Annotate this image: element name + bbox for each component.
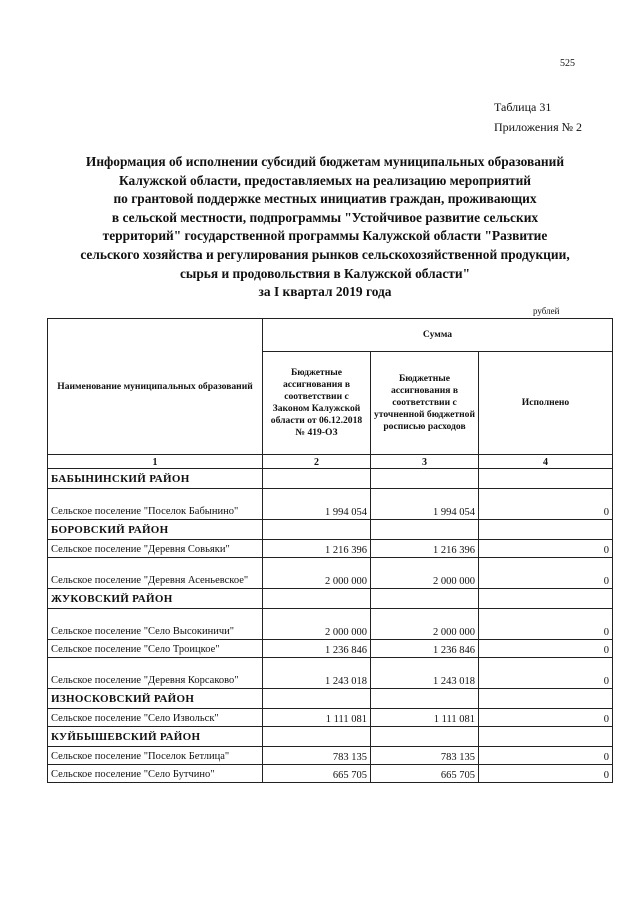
title-line: Калужской области, предоставляемых на реализацию мероприятий: [118, 172, 532, 188]
header-law: Бюджетные ассигнования в соответствии с Законом Калужской области от 06.12.2018 № 419-ОЗ: [263, 352, 371, 455]
district-name: КУЙБЫШЕВСКИЙ РАЙОН: [48, 727, 263, 747]
header-name: Наименование муниципальных образований: [48, 319, 263, 455]
refined-amount: 2 000 000: [371, 609, 479, 640]
table-row: [48, 540, 613, 558]
executed-amount: 0: [479, 640, 613, 658]
refined-amount: 783 135: [371, 747, 479, 765]
law-amount: 1 111 081: [263, 709, 371, 727]
refined-amount: 2 000 000: [371, 558, 479, 589]
refined-amount: 1 216 396: [371, 540, 479, 558]
district-row: [48, 727, 613, 747]
page-number: 525: [560, 58, 575, 69]
district-row: [48, 520, 613, 540]
law-amount: 665 705: [263, 765, 371, 783]
law-amount: 1 994 054: [263, 489, 371, 520]
index-cell: 1: [48, 455, 263, 469]
index-cell: 2: [263, 455, 371, 469]
header-executed: Исполнено: [479, 352, 613, 455]
refined-amount: 665 705: [371, 765, 479, 783]
law-amount: 2 000 000: [263, 558, 371, 589]
district-name: БАБЫНИНСКИЙ РАЙОН: [48, 469, 263, 489]
table-row: [48, 640, 613, 658]
refined-amount: 1 243 018: [371, 658, 479, 689]
refined-amount: 1 111 081: [371, 709, 479, 727]
title-line: Информация об исполнении субсидий бюджетам муниципальных образований: [85, 154, 565, 169]
table-row: [48, 489, 613, 520]
settlement-name: Сельское поселение "Поселок Бетлица": [48, 747, 263, 765]
index-cell: 3: [371, 455, 479, 469]
title-line: по грантовой поддержке местных инициатив граждан, проживающих: [113, 191, 537, 207]
law-amount: 2 000 000: [263, 609, 371, 640]
title-line: сельского хозяйства и регулирования рынков сельскохозяйственной продукции,: [80, 246, 570, 262]
document-title: [40, 153, 610, 302]
header-row: [48, 319, 613, 352]
settlement-name: Сельское поселение "Деревня Совьяки": [48, 540, 263, 558]
title-line: за I квартал 2019 года: [258, 284, 392, 300]
settlement-name: Сельское поселение "Деревня Асеньевское": [48, 558, 263, 589]
table-row: [48, 765, 613, 783]
district-name: БОРОВСКИЙ РАЙОН: [48, 520, 263, 540]
refined-amount: 1 236 846: [371, 640, 479, 658]
executed-amount: 0: [479, 709, 613, 727]
law-amount: 1 216 396: [263, 540, 371, 558]
district-row: [48, 469, 613, 489]
header-sum: Сумма: [263, 319, 613, 352]
executed-amount: 0: [479, 765, 613, 783]
settlement-name: Сельское поселение "Село Троицкое": [48, 640, 263, 658]
index-row: [48, 455, 613, 469]
executed-amount: 0: [479, 747, 613, 765]
subsidy-table: [47, 318, 613, 783]
district-name: ЖУКОВСКИЙ РАЙОН: [48, 589, 263, 609]
table-row: [48, 747, 613, 765]
executed-amount: 0: [479, 609, 613, 640]
executed-amount: 0: [479, 540, 613, 558]
table-row: [48, 709, 613, 727]
executed-amount: 0: [479, 489, 613, 520]
settlement-name: Сельское поселение "Село Бутчино": [48, 765, 263, 783]
settlement-name: Сельское поселение "Село Извольск": [48, 709, 263, 727]
law-amount: 783 135: [263, 747, 371, 765]
executed-amount: 0: [479, 658, 613, 689]
district-row: [48, 689, 613, 709]
law-amount: 1 243 018: [263, 658, 371, 689]
table-row: [48, 609, 613, 640]
settlement-name: Сельское поселение "Деревня Корсаково": [48, 658, 263, 689]
title-line: в сельской местности, подпрограммы "Устойчивое развитие сельских: [111, 209, 539, 225]
index-cell: 4: [479, 455, 613, 469]
refined-amount: 1 994 054: [371, 489, 479, 520]
appendix-label: Приложения № 2: [494, 120, 583, 134]
settlement-name: Сельское поселение "Село Высокиничи": [48, 609, 263, 640]
district-name: ИЗНОСКОВСКИЙ РАЙОН: [48, 689, 263, 709]
settlement-name: Сельское поселение "Поселок Бабынино": [48, 489, 263, 520]
district-row: [48, 589, 613, 609]
header-refined: Бюджетные ассигнования в соответствии с уточненной бюджетной росписью расходов: [371, 352, 479, 455]
title-line: территорий" государственной программы Калужской области "Развитие: [102, 228, 548, 244]
table-row: [48, 658, 613, 689]
table-label: Таблица 31: [494, 100, 552, 114]
law-amount: 1 236 846: [263, 640, 371, 658]
table-row: [48, 558, 613, 589]
executed-amount: 0: [479, 558, 613, 589]
title-line: сырья и продовольствия в Калужской области": [179, 265, 471, 281]
units-label: рублей: [533, 306, 560, 316]
